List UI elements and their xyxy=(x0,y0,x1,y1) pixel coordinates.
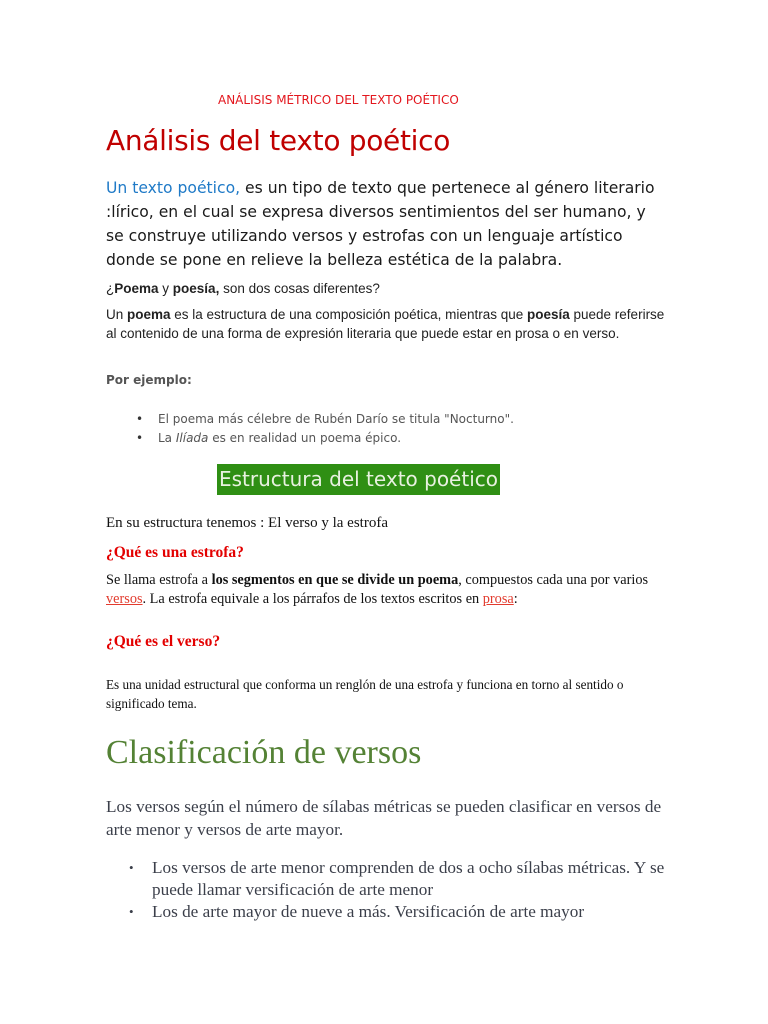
estrofa-text-2: , compuestos cada una por varios xyxy=(458,572,649,588)
q1-text-1: ¿ xyxy=(106,281,115,296)
top-heading: ANÁLISIS MÉTRICO DEL TEXTO POÉTICO xyxy=(218,93,459,107)
p1-text-1: Un xyxy=(106,307,128,322)
list-item xyxy=(158,429,514,448)
estrofa-text-4: : xyxy=(513,591,518,607)
classification-list xyxy=(152,857,672,923)
verso-definition: Es una unidad estructural que conforma un renglón de una estrofa y funciona en torno al sentido o significado tema. xyxy=(106,677,624,711)
p1-text-3: puede referirse al contenido de una forma de expresión literaria que puede estar en prosa o en verso. xyxy=(106,307,665,341)
list-item: • Los de arte mayor de nueve a más. Versificación de arte mayor xyxy=(152,901,672,923)
poema-poesia-question xyxy=(106,281,380,296)
estrofa-definition xyxy=(106,571,666,609)
main-title: Análisis del texto poético xyxy=(106,124,451,157)
estrofa-bold: los segmentos en que se divide un poema xyxy=(211,572,459,588)
poema-poesia-paragraph xyxy=(106,306,666,343)
list-item xyxy=(158,410,514,429)
q1-bold-poesia: poesía, xyxy=(172,281,220,296)
q1-text-3: son dos cosas diferentes? xyxy=(219,281,380,296)
estrofa-question: ¿Qué es una estrofa? xyxy=(106,544,244,561)
prosa-link[interactable]: prosa xyxy=(482,591,514,607)
intro-paragraph xyxy=(106,176,666,272)
estrofa-text-1: Se llama estrofa a xyxy=(106,572,212,588)
classification-title: Clasificación de versos xyxy=(106,734,422,771)
estrofa-text-3: . La estrofa equivale a los párrafos de los textos escritos en xyxy=(142,591,483,607)
example-item-2-italic: Ilíada xyxy=(175,431,209,445)
p1-bold-poema: poema xyxy=(127,307,171,322)
verso-question: ¿Qué es el verso? xyxy=(106,633,221,650)
intro-highlight: Un texto poético, xyxy=(106,179,241,197)
p1-text-2: es la estructura de una composición poética, mientras que xyxy=(170,307,527,322)
q1-text-2: y xyxy=(158,281,173,296)
versos-link[interactable]: versos xyxy=(106,591,143,607)
list-item: • Los versos de arte menor comprenden de dos a ocho sílabas métricas. Y se puede llamar versificación de arte menor xyxy=(152,857,672,901)
example-item-1: El poema más célebre de Rubén Darío se titula "Nocturno". xyxy=(158,412,514,426)
examples-list xyxy=(158,410,514,448)
q1-bold-poema: Poema xyxy=(114,281,159,296)
p1-bold-poesia: poesía xyxy=(526,307,570,322)
intro-text: es un tipo de texto que pertenece al género literario :lírico, en el cual se expresa diversos sentimientos del ser humano, y se construye utilizando versos y estrofas con un lenguaje artístico donde se pone en relieve la belleza estética de la palabra. xyxy=(106,179,655,269)
structure-heading: Estructura del texto poético xyxy=(217,464,500,495)
example-item-2-post: es en realidad un poema épico. xyxy=(208,431,402,445)
classification-intro: Los versos según el número de sílabas métricas se pueden clasificar en versos de arte menor y versos de arte mayor. xyxy=(106,797,662,839)
example-item-2-pre: La xyxy=(158,431,176,445)
example-label: Por ejemplo: xyxy=(106,373,192,387)
structure-intro: En su estructura tenemos : El verso y la estrofa xyxy=(106,515,388,531)
